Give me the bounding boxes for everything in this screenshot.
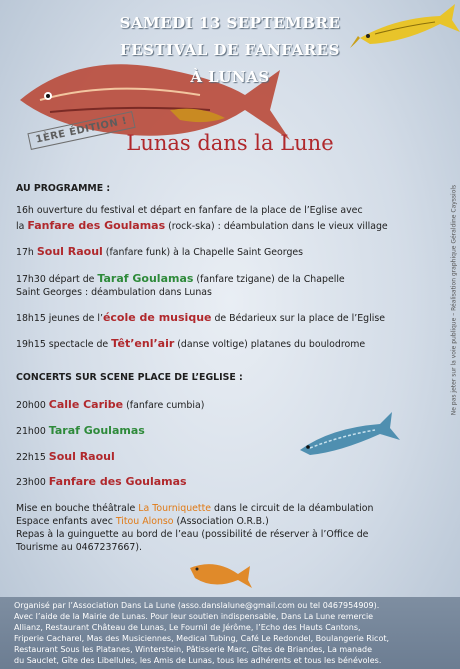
- band-name: Fanfare des Goulamas: [27, 219, 166, 232]
- concert-item-3: [16, 450, 115, 463]
- programme-item-2: [16, 245, 303, 258]
- concert-time: 22h15: [16, 452, 49, 463]
- header-location: À LUNAS: [190, 68, 270, 86]
- concert-item-1: [16, 398, 204, 411]
- footer-credits: [0, 597, 460, 669]
- concert-time: 20h00: [16, 400, 49, 411]
- extras-meal-line2: Tourisme au 0467237667).: [16, 542, 142, 553]
- programme-item-4-time: 18h15 jeunes de l’: [16, 313, 103, 324]
- programme-item-5-time: 19h15 spectacle de: [16, 339, 112, 350]
- header-date: SAMEDI 13 SEPTEMBRE: [119, 14, 341, 32]
- band-name: Taraf Goulamas: [48, 424, 145, 437]
- concert-item-2: [16, 424, 145, 437]
- footer-line: Friperie Cacharel, Mas des Musiciennes, Medical Tubing, Café Le Redondel, Boulangerie Ricot,: [14, 634, 390, 643]
- extras-theatre-rest: dans le circuit de la déambulation: [211, 503, 374, 514]
- concert-note: (fanfare cumbia): [123, 400, 205, 411]
- page-title: Lunas dans la Lune: [126, 131, 334, 155]
- programme-item-1-line2: [16, 219, 388, 232]
- extras-kids-rest: (Association O.R.B.): [173, 516, 269, 527]
- band-name: Taraf Goulamas: [97, 272, 194, 285]
- programme-item-2-rest: (fanfare funk) à la Chapelle Saint Georges: [102, 247, 304, 258]
- programme-item-1-rest: (rock-ska) : déambulation dans le vieux village: [165, 221, 388, 232]
- blue-fish-illustration: [300, 412, 400, 455]
- band-name: Calle Caribe: [48, 398, 124, 411]
- extras-kids: [16, 516, 269, 527]
- programme-item-3-line2: Saint Georges : déambulation dans Lunas: [16, 287, 212, 298]
- concert-time: 23h00: [16, 477, 49, 488]
- footer-line: Organisé par l’Association Dans La Lune (asso.danslalune@gmail.com ou tel 0467954909).: [14, 601, 380, 610]
- band-name: Fanfare des Goulamas: [48, 475, 187, 488]
- extras-theatre: [16, 503, 373, 514]
- programme-item-1-lead: la: [16, 221, 28, 232]
- programme-item-2-time: 17h: [16, 247, 37, 258]
- performer-name: Titou Alonso: [115, 516, 174, 527]
- extras-meal-line1: Repas à la guinguette au bord de l’eau (possibilité de réserver à l’Office de: [16, 529, 369, 540]
- concert-time: 21h00: [16, 426, 49, 437]
- orange-fish-illustration: [190, 564, 252, 588]
- footer-line: Allianz, Restaurant Château de Lunas, Le Fournil de Jérôme, l’Echo des Hauts Cantons,: [14, 623, 361, 632]
- concerts-heading: CONCERTS SUR SCENE PLACE DE L’EGLISE :: [16, 372, 243, 383]
- performer-name: La Tourniquette: [138, 503, 212, 514]
- footer-line: Restaurant Sous les Platanes, Winterstein, Pâtisserie Marc, Gîtes de Briandes, La manade: [14, 645, 373, 654]
- programme-heading: AU PROGRAMME :: [16, 183, 111, 194]
- programme-item-3-line1: [16, 272, 345, 285]
- programme-item-3-rest: (fanfare tzigane) de la Chapelle: [193, 274, 345, 285]
- programme-item-4-rest: de Bédarieux sur la place de l’Eglise: [211, 313, 385, 324]
- extras-theatre-lead: Mise en bouche théâtrale: [16, 503, 139, 514]
- extras-kids-lead: Espace enfants avec: [16, 516, 116, 527]
- programme-item-4: [16, 311, 385, 324]
- side-credits-text: Ne pas jeter sur la voie publique – Réalisation graphique Géraldine Cayssiols: [450, 184, 458, 416]
- header-festival: FESTIVAL DE FANFARES: [120, 41, 340, 59]
- performer-name: Têt’enl’air: [111, 337, 175, 350]
- band-name: Soul Raoul: [36, 245, 103, 258]
- band-name: Soul Raoul: [48, 450, 115, 463]
- footer-line: Avec l’aide de la Mairie de Lunas. Pour leur soutien indispensable, Dans La Lune remercie: [14, 612, 374, 621]
- programme-item-3-time: 17h30 départ de: [16, 274, 98, 285]
- programme-item-1-line1: 16h ouverture du festival et départ en fanfare de la place de l’Eglise avec: [16, 205, 363, 216]
- footer-line: du Sauclet, Gîte des Libellules, les Amis de Lunas, tous les adhérents et tous les bénévoles.: [14, 656, 382, 665]
- programme-item-5: [16, 337, 365, 350]
- performer-name: école de musique: [102, 311, 212, 324]
- edition-stamp: 1ÈRE ÉDITION !: [27, 111, 135, 150]
- programme-item-5-rest: (danse voltige) platanes du boulodrome: [174, 339, 366, 350]
- concert-item-4: [16, 475, 187, 488]
